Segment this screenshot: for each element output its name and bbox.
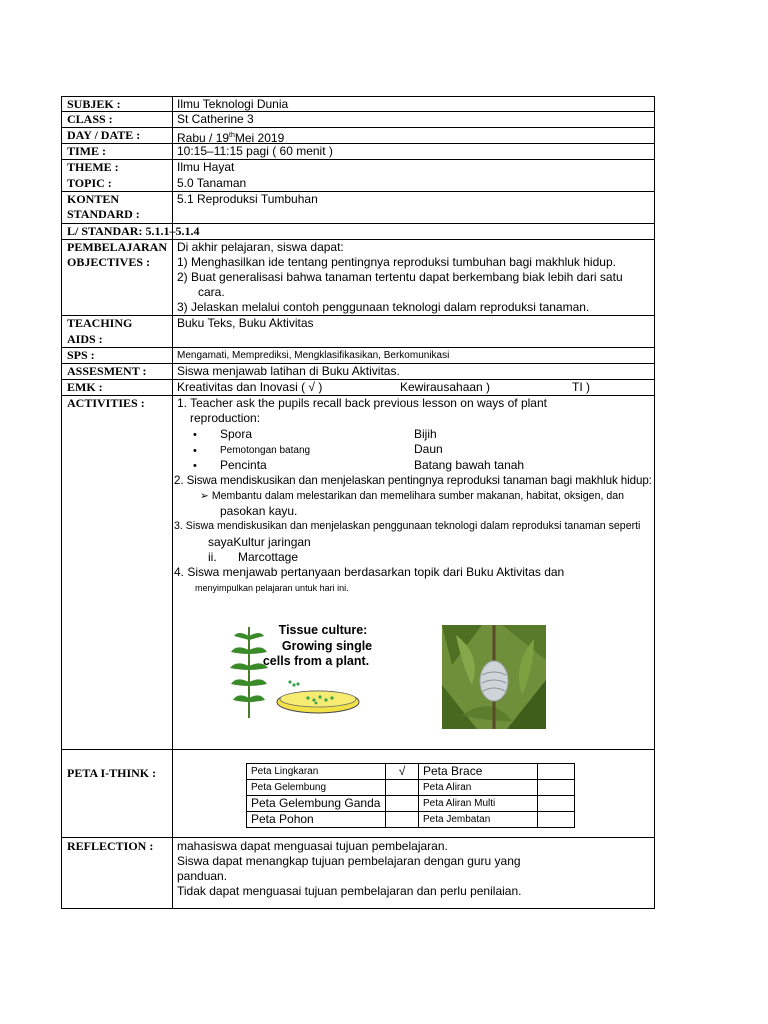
class-label: CLASS : [67, 112, 113, 126]
bullet-icon: • [193, 429, 197, 441]
lesson-plan-form [61, 96, 655, 909]
row-divider [62, 749, 654, 750]
standar-label: L/ STANDAR: 5.1.1–5.1.4 [67, 224, 200, 238]
method-item: Bijih [414, 427, 437, 441]
day-date-value: Rabu / 19thMei 2019 [177, 131, 285, 145]
aids-label: AIDS : [67, 332, 103, 346]
reflection-label: REFLECTION : [67, 839, 154, 853]
emk-kewirausahaan: Kewirausahaan ) [400, 380, 491, 394]
ithink-table [246, 763, 575, 828]
activity-2: 2. Siswa mendiskusikan dan menjelaskan pentingnya reproduksi tanaman bagi makhluk hidup: [174, 474, 652, 487]
activity-3-sub2-num: ii. [208, 550, 217, 564]
ithink-check [538, 796, 575, 812]
ithink-check [386, 812, 419, 828]
teaching-label: TEACHING [67, 316, 133, 330]
method-item: Daun [414, 442, 443, 456]
activity-2-sub-cont: pasokan kayu. [220, 504, 298, 518]
table-row [247, 796, 575, 812]
activity-2-sub: ➢ Membantu dalam melestarikan dan memelihara sumber makanan, habitat, oksigen, dan [200, 490, 625, 502]
ithink-cell: Peta Gelembung [247, 780, 386, 796]
objective-item: cara. [198, 285, 225, 299]
theme-value: Ilmu Hayat [177, 160, 235, 174]
konten-label: KONTEN [67, 192, 120, 206]
assesment-value: Siswa menjawab latihan di Buku Aktivitas. [177, 364, 400, 378]
konten-value: 5.1 Reproduksi Tumbuhan [177, 192, 318, 206]
assesment-label: ASSESMENT : [67, 364, 147, 378]
method-item: Pemotongan batang [220, 445, 311, 456]
pembelajaran-label: PEMBELAJARAN [67, 240, 168, 254]
row-divider [62, 379, 654, 380]
bullet-icon: • [193, 445, 197, 457]
activities-label: ACTIVITIES : [67, 396, 145, 410]
caption-line-2: Growing single [281, 639, 373, 653]
ithink-check [538, 780, 575, 796]
row-divider [62, 111, 654, 112]
ithink-check [538, 812, 575, 828]
ithink-cell: Peta Aliran Multi [419, 796, 538, 812]
table-row [247, 780, 575, 796]
emk-ti: TI ) [572, 380, 590, 394]
caption-line-3: cells from a plant. [262, 654, 370, 668]
time-value: 10:15–11:15 pagi ( 60 menit ) [177, 144, 333, 158]
caption-line-1: Tissue culture: [278, 623, 368, 637]
subject-value: Ilmu Teknologi Dunia [177, 97, 289, 111]
standard-label: STANDARD : [67, 207, 140, 221]
tissue-culture-image [228, 622, 373, 722]
ithink-cell: Peta Jembatan [419, 812, 538, 828]
ithink-check [538, 764, 575, 780]
ithink-cell: Peta Pohon [247, 812, 386, 828]
time-label: TIME : [67, 144, 106, 158]
emk-label: EMK : [67, 380, 103, 394]
objectives-intro: Di akhir pelajaran, siswa dapat: [177, 240, 344, 254]
peta-ithink-label: PETA I-THINK : [67, 766, 157, 780]
subject-label: SUBJEK : [67, 97, 121, 111]
activity-4-cont: menyimpulkan pelajaran untuk hari ini. [195, 583, 349, 593]
sps-label: SPS : [67, 348, 95, 362]
marcottage-photo [442, 625, 546, 729]
emk-kreativitas: Kreativitas dan Inovasi ( √ ) [177, 380, 323, 394]
reflection-line: Siswa dapat menangkap tujuan pembelajaran dengan guru yang [177, 854, 521, 868]
objective-item: 3) Jelaskan melalui contoh penggunaan teknologi dalam reproduksi tanaman. [177, 300, 590, 314]
objective-item: 2) Buat generalisasi bahwa tanaman tertentu dapat berkembang biak lebih dari satu [177, 270, 623, 284]
topic-label: TOPIC : [67, 176, 112, 190]
row-divider [62, 127, 654, 128]
row-divider [62, 159, 654, 160]
class-value: St Catherine 3 [177, 112, 254, 126]
method-item: Spora [220, 427, 253, 441]
objectives-label: OBJECTIVES : [67, 255, 151, 269]
row-divider [62, 315, 654, 316]
ithink-cell: Peta Aliran [419, 780, 538, 796]
method-item: Pencinta [220, 458, 267, 472]
table-row [247, 764, 575, 780]
reflection-line: mahasiswa dapat menguasai tujuan pembelajaran. [177, 839, 448, 853]
ithink-check [386, 796, 419, 812]
topic-value: 5.0 Tanaman [177, 176, 247, 190]
bullet-icon: • [193, 460, 197, 472]
table-row [247, 812, 575, 828]
method-item: Batang bawah tanah [414, 458, 525, 472]
sps-value: Mengamati, Memprediksi, Mengklasifikasikan, Berkomunikasi [177, 350, 450, 361]
day-date-label: DAY / DATE : [67, 128, 141, 142]
reflection-line: Tidak dapat menguasai tujuan pembelajaran dan perlu penilaian. [177, 884, 522, 898]
activity-3-sub1: sayaKultur jaringan [208, 535, 311, 549]
ithink-cell: Peta Gelembung Ganda [247, 796, 386, 812]
ithink-check: √ [386, 764, 419, 780]
activity-3-sub2: Marcottage [238, 550, 299, 564]
activity-4: 4. Siswa menjawab pertanyaan berdasarkan topik dari Buku Aktivitas dan [174, 565, 565, 579]
objective-item: 1) Menghasilkan ide tentang pentingnya reproduksi tumbuhan bagi makhluk hidup. [177, 255, 616, 269]
row-divider [62, 143, 654, 144]
activity-1-cont: reproduction: [190, 411, 261, 425]
activity-3: 3. Siswa mendiskusikan dan menjelaskan penggunaan teknologi dalam reproduksi tanaman seperti [174, 520, 641, 532]
row-divider [62, 191, 654, 192]
activity-1: 1. Teacher ask the pupils recall back previous lesson on ways of plant [177, 396, 547, 410]
column-divider [172, 97, 173, 908]
row-divider [62, 837, 654, 838]
ithink-cell: Peta Lingkaran [247, 764, 386, 780]
reflection-line: panduan. [177, 869, 228, 883]
ithink-cell: Peta Brace [419, 764, 538, 780]
ithink-check [386, 780, 419, 796]
theme-label: THEME : [67, 160, 119, 174]
teaching-aids-value: Buku Teks, Buku Aktivitas [177, 316, 314, 330]
